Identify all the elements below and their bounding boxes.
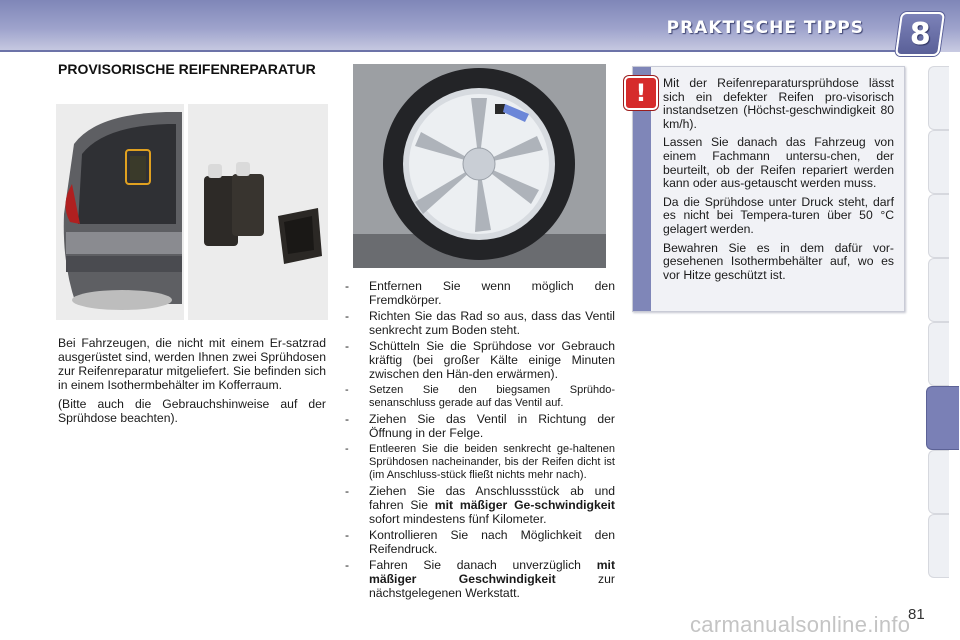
section-title: PROVISORISCHE REIFENREPARATUR bbox=[58, 61, 316, 77]
page-number: 81 bbox=[908, 606, 925, 623]
wheel-valve-photo bbox=[353, 64, 606, 268]
step-item: - Fahren Sie danach unverzüglich mit mäßiger Geschwindigkeit zur nächstgelegenen Werkstatt. bbox=[345, 558, 615, 600]
warning-paragraph: Mit der Reifenreparatursprühdose lässt sich ein defekter Reifen pro-visorisch instandsetzen (Höchst-geschwindigkeit 80 km/h). bbox=[663, 76, 894, 131]
warning-text bbox=[663, 77, 894, 287]
repair-steps-list bbox=[345, 280, 615, 603]
chapter-tab-3[interactable] bbox=[928, 194, 949, 258]
chapter-number: 8 bbox=[909, 16, 931, 52]
trunk-canister-illustration bbox=[56, 104, 328, 320]
header-divider bbox=[0, 50, 900, 52]
step-item: - Entfernen Sie wenn möglich den Fremdkörper. bbox=[345, 279, 615, 307]
chapter-tabs bbox=[928, 66, 960, 576]
intro-text bbox=[58, 336, 326, 430]
chapter-title: PRAKTISCHE TIPPS bbox=[666, 18, 864, 38]
chapter-tab-9[interactable] bbox=[928, 450, 949, 514]
step-item: - Setzen Sie den biegsamen Sprühdo-senanschluss gerade auf das Ventil auf. bbox=[345, 384, 615, 410]
chapter-tab-4[interactable] bbox=[928, 258, 949, 322]
watermark: carmanualsonline.info bbox=[690, 612, 911, 637]
chapter-tab-10[interactable] bbox=[928, 514, 949, 578]
step-item: - Schütteln Sie die Sprühdose vor Gebrauch kräftig (bei großer Kälte einige Minuten zwischen den Hän-den erwärmen). bbox=[345, 339, 615, 381]
chapter-tab-8-active[interactable] bbox=[926, 386, 959, 450]
step-item: - Kontrollieren Sie nach Möglichkeit den Reifendruck. bbox=[345, 528, 615, 556]
step-item: - Entleeren Sie die beiden senkrecht ge-haltenen Sprühdosen nacheinander, bis der Reifen dicht ist (im Anschluss-stück fließt nichts mehr nach). bbox=[345, 443, 615, 482]
warning-paragraph: Lassen Sie danach das Fahrzeug von einem Fachmann untersu-chen, der beurteilt, ob der Reifen repariert werden kann oder aus-getauscht werden muss. bbox=[663, 135, 894, 191]
warning-icon: ! bbox=[624, 76, 658, 110]
chapter-tab-5[interactable] bbox=[928, 322, 949, 386]
chapter-tab-2[interactable] bbox=[928, 130, 949, 194]
chapter-number-badge bbox=[895, 12, 945, 56]
intro-paragraph: Bei Fahrzeugen, die nicht mit einem Er-satzrad ausgerüstet sind, werden Ihnen zwei Sprühdosen zur Reifenreparatur mitgeliefert. Sie befinden sich in einem Isothermbehälter im Kofferraum. bbox=[58, 336, 326, 392]
trunk-canister-photo bbox=[56, 104, 328, 320]
wheel-valve-illustration bbox=[353, 64, 606, 268]
intro-note: (Bitte auch die Gebrauchshinweise auf der Sprühdose beachten). bbox=[58, 397, 326, 425]
warning-paragraph: Da die Sprühdose unter Druck steht, darf es nicht bei Tempera-turen über 50 °C gelagert werden. bbox=[663, 194, 894, 236]
step-item: - Ziehen Sie das Anschlussstück ab und fahren Sie mit mäßiger Ge-schwindigkeit sofort mindestens fünf Kilometer. bbox=[345, 484, 615, 526]
warning-paragraph: Bewahren Sie es in dem dafür vor-gesehenen Isothermbehälter auf, wo es vor Hitze geschützt ist. bbox=[663, 240, 894, 282]
step-item: - Richten Sie das Rad so aus, dass das Ventil senkrecht zum Boden steht. bbox=[345, 309, 615, 337]
chapter-tab-1[interactable] bbox=[928, 66, 949, 130]
step-item: - Ziehen Sie das Ventil in Richtung der Öffnung in der Felge. bbox=[345, 412, 615, 440]
